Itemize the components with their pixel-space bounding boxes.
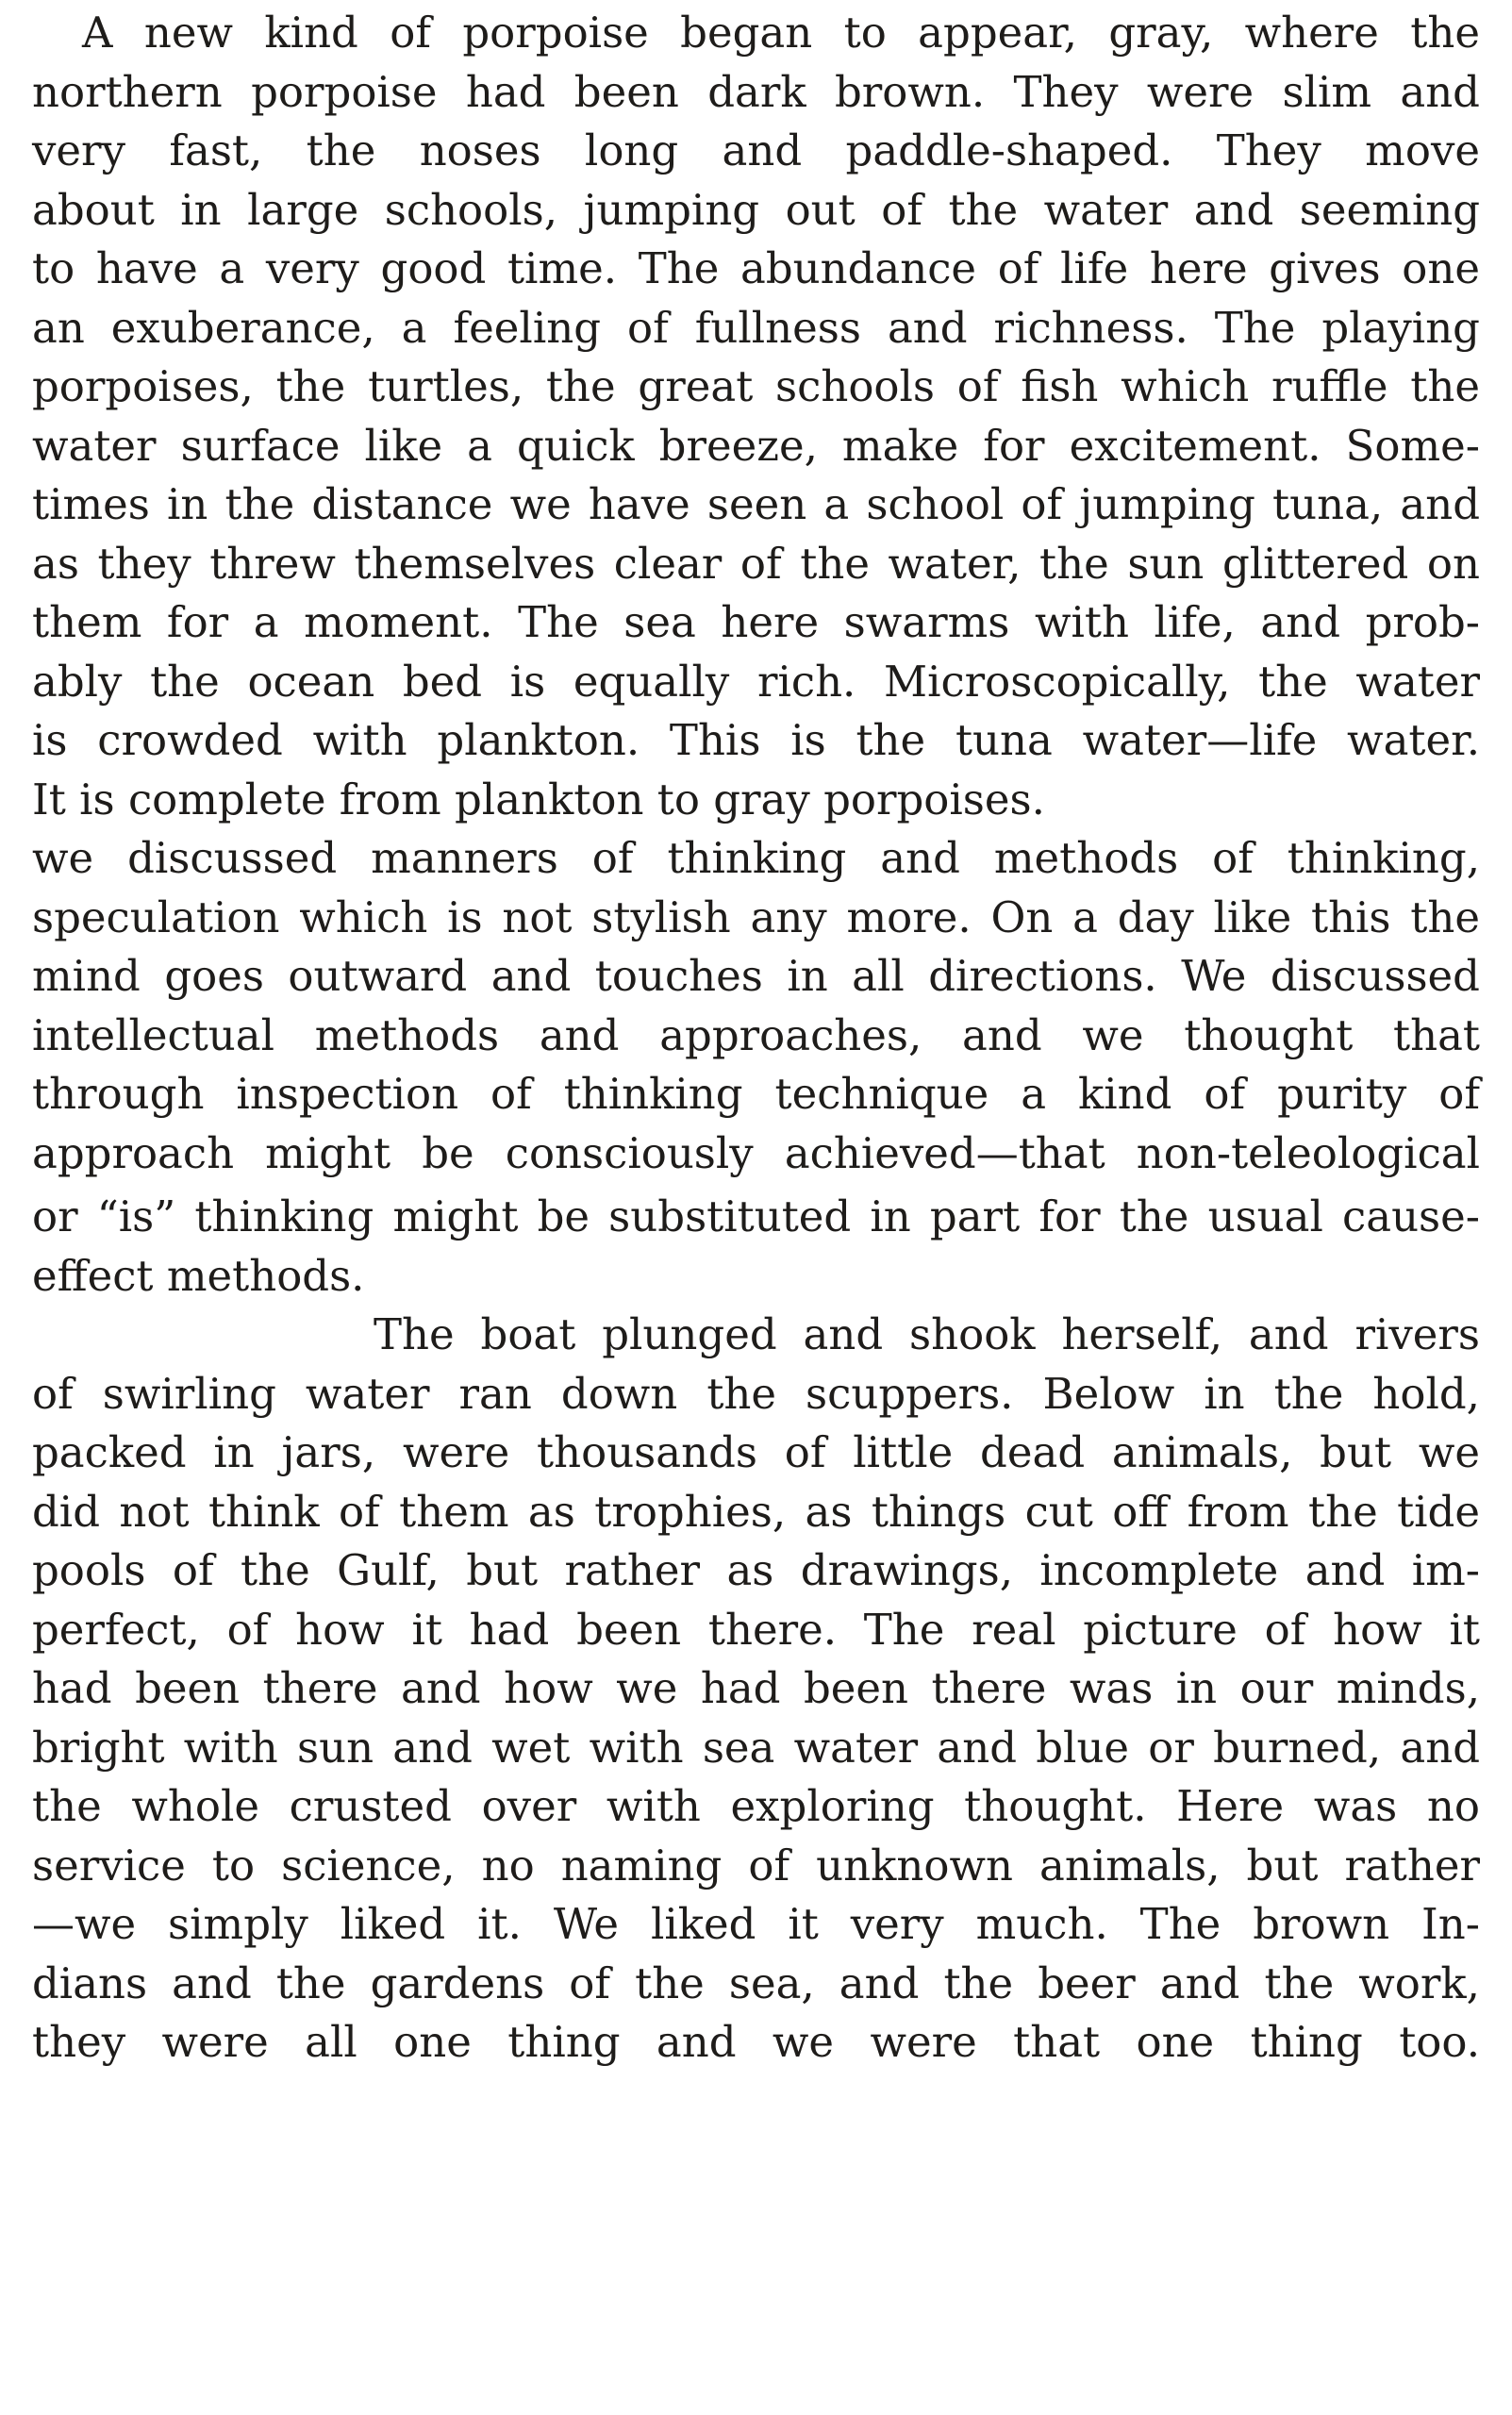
text-line: them for a moment. The sea here swarms with life, and prob-: [32, 597, 1480, 647]
text-line: they were all one thing and we were that one thing too.: [32, 2017, 1480, 2067]
text-line: dians and the gardens of the sea, and the beer and the work,: [32, 1957, 1480, 2008]
text-line: porpoises, the turtles, the great schools of fish which ruffle the: [32, 361, 1480, 411]
text-line: service to science, no naming of unknown animals, but rather: [32, 1840, 1480, 1890]
text-line: water surface like a quick breeze, make for excitement. Some-: [32, 420, 1480, 471]
text-line: bright with sun and wet with sea water and blue or burned, and: [32, 1722, 1480, 1773]
text-line: northern porpoise had been dark brown. They were slim and: [32, 66, 1480, 117]
text-line: times in the distance we have seen a school of jumping tuna, and: [32, 479, 1480, 529]
text-line: —we simply liked it. We liked it very much. The brown In-: [32, 1899, 1480, 1949]
text-line: or “is” thinking might be substituted in part for the usual cause-: [32, 1191, 1480, 1241]
text-line: A new kind of porpoise began to appear, gray, where the: [82, 8, 1480, 58]
text-line: speculation which is not stylish any more. On a day like this the: [32, 891, 1480, 942]
text-line: we discussed manners of thinking and methods of thinking,: [32, 833, 1480, 883]
text-line: about in large schools, jumping out of the water and seeming: [32, 184, 1480, 235]
text-line: mind goes outward and touches in all directions. We discussed: [32, 951, 1480, 1001]
text-line: to have a very good time. The abundance of life here gives one: [32, 243, 1480, 293]
text-line: It is complete from plankton to gray porpoises.: [32, 774, 1045, 824]
text-line: as they threw themselves clear of the water, the sun glittered on: [32, 538, 1480, 589]
text-line: ably the ocean bed is equally rich. Microscopically, the water: [32, 656, 1480, 707]
text-line: intellectual methods and approaches, and we thought that: [32, 1009, 1480, 1060]
text-line: had been there and how we had been there was in our minds,: [32, 1663, 1480, 1713]
text-line: an exuberance, a feeling of fullness and richness. The playing: [32, 302, 1480, 353]
text-line: perfect, of how it had been there. The real picture of how it: [32, 1604, 1480, 1655]
text-line: The boat plunged and shook herself, and rivers: [374, 1309, 1480, 1359]
text-line: pools of the Gulf, but rather as drawings, incomplete and im-: [32, 1545, 1480, 1595]
text-line: the whole crusted over with exploring thought. Here was no: [32, 1781, 1480, 1831]
text-line: very fast, the noses long and paddle-shaped. They move: [32, 125, 1480, 175]
text-line: through inspection of thinking technique a kind of purity of: [32, 1069, 1480, 1119]
text-line: is crowded with plankton. This is the tuna water—life water.: [32, 715, 1480, 765]
text-line: effect methods.: [32, 1250, 365, 1301]
text-line: packed in jars, were thousands of little dead animals, but we: [32, 1427, 1480, 1477]
text-line: of swirling water ran down the scuppers. Below in the hold,: [32, 1368, 1480, 1419]
text-line: did not think of them as trophies, as things cut off from the tide: [32, 1486, 1480, 1537]
text-line: approach might be consciously achieved—that non-teleological: [32, 1127, 1480, 1178]
